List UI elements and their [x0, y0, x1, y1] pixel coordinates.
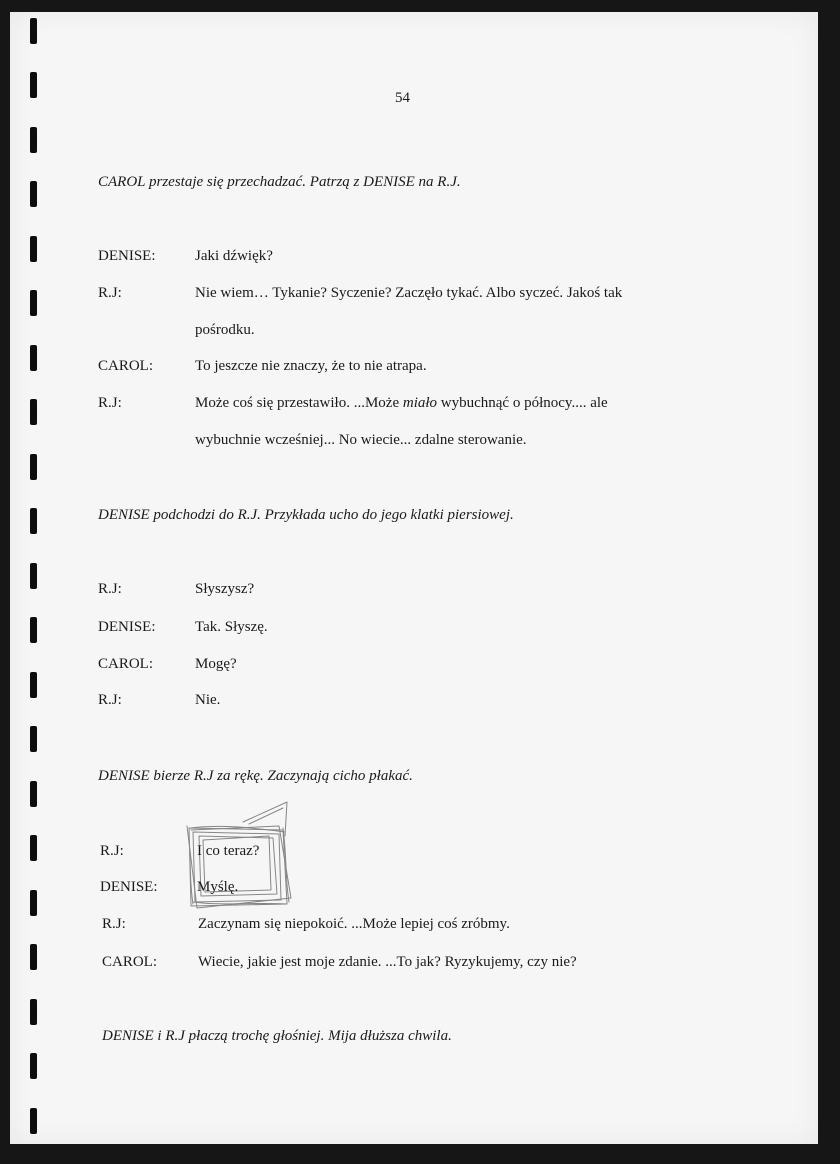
dialogue-line-continuation: pośrodku.: [195, 322, 255, 338]
speaker-label: R.J:: [98, 395, 122, 411]
dialogue-line: Mogę?: [195, 656, 237, 672]
dialogue-line: Zaczynam się niepokoić. ...Może lepiej coś zróbmy.: [198, 916, 510, 932]
speaker-label: DENISE:: [98, 248, 156, 264]
dialogue-line: Jaki dźwięk?: [195, 248, 273, 264]
speaker-label: CAROL:: [98, 358, 154, 374]
speaker-label: R.J:: [100, 843, 124, 859]
dialogue-line: Nie wiem… Tykanie? Syczenie? Zaczęło tykać. Albo syczeć. Jakoś tak: [195, 285, 623, 301]
stage-direction: DENISE bierze R.J za rękę. Zaczynają cicho płakać.: [98, 768, 413, 784]
dialogue-line: Wiecie, jakie jest moje zdanie. ...To jak? Ryzykujemy, czy nie?: [198, 954, 577, 970]
dialogue-line: To jeszcze nie znaczy, że to nie atrapa.: [195, 358, 427, 374]
speaker-label: DENISE:: [100, 879, 158, 895]
dialogue-line: Nie.: [195, 692, 221, 708]
emphasis-text: miało: [402, 395, 438, 411]
speaker-label: R.J:: [102, 916, 126, 932]
speaker-label: CAROL:: [98, 656, 154, 672]
dialogue-line: I co teraz?: [197, 843, 260, 859]
dialogue-text: wybuchnąć o północy.... ale: [437, 395, 608, 411]
dialogue-line: Słyszysz?: [195, 581, 255, 597]
speaker-label: CAROL:: [102, 954, 158, 970]
stage-direction: CAROL przestaje się przechadzać. Patrzą z DENISE na R.J.: [98, 174, 461, 190]
dialogue-line: [195, 394, 608, 412]
dialogue-line: Myślę.: [197, 879, 239, 895]
stage-direction: DENISE i R.J płaczą trochę głośniej. Mija dłuższa chwila.: [102, 1028, 452, 1044]
speaker-label: DENISE:: [98, 619, 156, 635]
dialogue-line: Tak. Słyszę.: [195, 619, 268, 635]
speaker-label: R.J:: [98, 285, 122, 301]
page-number: 54: [395, 90, 410, 106]
dialogue-text: Może coś się przestawiło. ...Może: [195, 395, 403, 411]
stage-direction: DENISE podchodzi do R.J. Przykłada ucho do jego klatki piersiowej.: [98, 507, 514, 523]
dialogue-line-continuation: wybuchnie wcześniej... No wiecie... zdalne sterowanie.: [195, 432, 527, 448]
speaker-label: R.J:: [98, 692, 122, 708]
speaker-label: R.J:: [98, 581, 122, 597]
